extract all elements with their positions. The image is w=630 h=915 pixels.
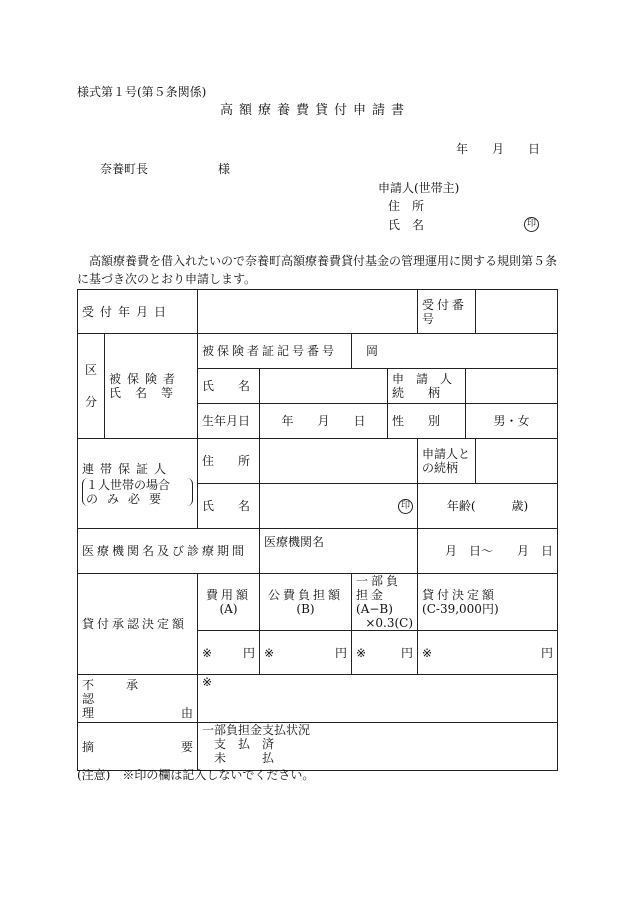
applicant-address-label: 住 所 bbox=[388, 199, 425, 213]
note: (注意) ※印の欄は記入しないでください。 bbox=[77, 768, 315, 782]
rejection-reason-label: 不承認 理 由 bbox=[78, 675, 198, 723]
sex-field[interactable]: 男・女 bbox=[466, 404, 558, 439]
cost-field[interactable]: ※ 円 bbox=[198, 631, 260, 675]
insured-relation-label: 申 請 人 続 柄 bbox=[388, 369, 466, 404]
birth-field[interactable]: 年 月 日 bbox=[260, 404, 388, 439]
guarantor-relation-label: 申請人と の続柄 bbox=[418, 439, 476, 484]
guarantor-label: 連帯保証人 １人世帯の場合 のみ必要 bbox=[78, 439, 198, 529]
decision-header: 貸付決定額 (C-39,000円) bbox=[418, 574, 558, 631]
insured-name-label: 氏 名 bbox=[198, 369, 260, 404]
birth-label: 生年月日 bbox=[198, 404, 260, 439]
guarantor-name-field[interactable] bbox=[260, 484, 418, 529]
medical-name-field[interactable]: 医療機関名 bbox=[260, 529, 418, 574]
form-number: 様式第１号(第５条関係) bbox=[77, 85, 207, 99]
receipt-date-field[interactable] bbox=[198, 290, 418, 334]
medical-label: 医療機関名及び診療期間 bbox=[78, 529, 260, 574]
public-burden-field[interactable]: ※ 円 bbox=[260, 631, 352, 675]
insured-name-field[interactable] bbox=[260, 369, 388, 404]
receipt-date-label: 受付年月日 bbox=[78, 290, 198, 334]
rejection-reason-field[interactable]: ※ bbox=[198, 675, 558, 723]
decision-field[interactable]: ※ 円 bbox=[418, 631, 558, 675]
summary-field[interactable]: 一部負担金支払状況 支 払 済 未 払 bbox=[198, 723, 558, 771]
application-table bbox=[77, 289, 558, 771]
receipt-number-label: 受付番号 bbox=[418, 290, 476, 334]
applicant-heading: 申請人(世帯主) bbox=[378, 181, 460, 195]
guarantor-relation-field[interactable] bbox=[476, 439, 558, 484]
insured-label: 被保険者 氏名等 bbox=[105, 334, 198, 439]
loan-approval-label: 貸付承認決定額 bbox=[78, 574, 198, 675]
sex-label: 性 別 bbox=[388, 404, 466, 439]
addressee: 奈養町長 bbox=[100, 162, 149, 176]
insured-relation-field[interactable] bbox=[466, 369, 558, 404]
receipt-number-field[interactable] bbox=[476, 290, 558, 334]
medical-period-field[interactable]: 月 日〜 月 日 bbox=[418, 529, 558, 574]
form-title: 高額療養費貸付申請書 bbox=[219, 103, 410, 118]
section-label: 区 分 bbox=[78, 334, 105, 439]
guarantor-name-label: 氏 名 bbox=[198, 484, 260, 529]
unpaid-option[interactable]: 未 払 bbox=[214, 751, 275, 765]
applicant-seal-icon: 印 bbox=[524, 217, 539, 232]
insurance-card-label: 被保険者証記号番号 bbox=[198, 334, 352, 369]
partial-burden-field[interactable]: ※ 円 bbox=[352, 631, 418, 675]
guarantor-age-field[interactable]: 年齢( 歳) bbox=[418, 484, 558, 529]
public-burden-header: 公費負担額 (B) bbox=[260, 574, 352, 631]
guarantor-seal-icon: 印 bbox=[398, 499, 413, 514]
applicant-name-label: 氏 名 bbox=[388, 218, 425, 232]
cost-header: 費用額 (A) bbox=[198, 574, 260, 631]
date-line: 年 月 日 bbox=[456, 142, 541, 156]
partial-burden-header: 一部負担金 (A−B) ×0.3(C) bbox=[352, 574, 418, 631]
intro-line-2: に基づき次のとおり申請します。 bbox=[77, 272, 257, 286]
insurance-card-field[interactable]: 岡 bbox=[352, 334, 558, 369]
paid-option[interactable]: 支 払 済 bbox=[214, 737, 275, 751]
intro-line-1: 高額療養費を借入れたいので奈養町高額療養費貸付基金の管理運用に関する規則第５条 bbox=[89, 254, 558, 268]
guarantor-address-field[interactable] bbox=[260, 439, 418, 484]
summary-label: 摘 要 bbox=[78, 723, 198, 771]
addressee-suffix: 様 bbox=[218, 162, 231, 176]
guarantor-address-label: 住 所 bbox=[198, 439, 260, 484]
